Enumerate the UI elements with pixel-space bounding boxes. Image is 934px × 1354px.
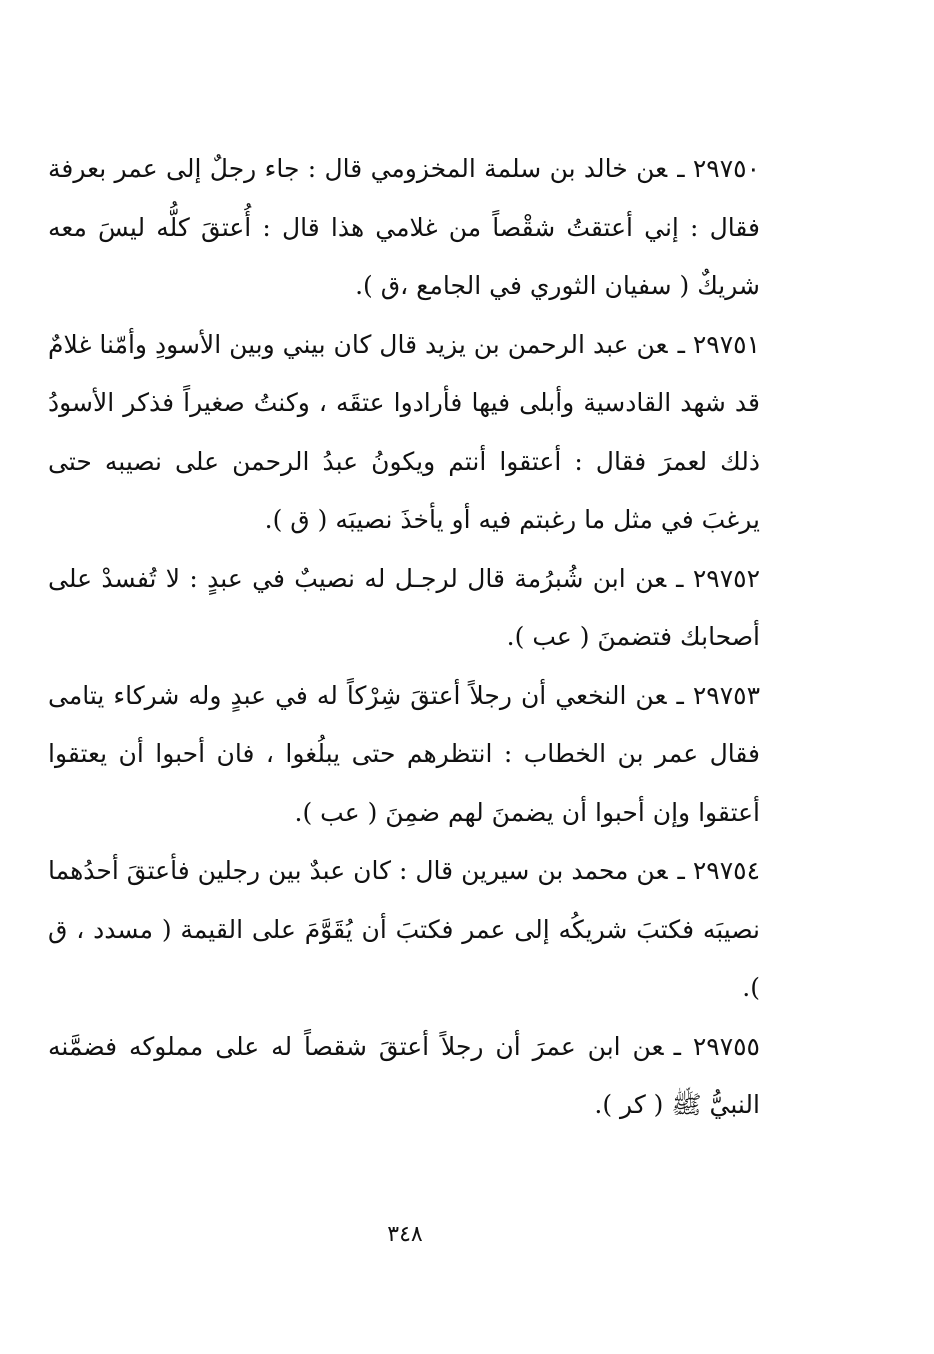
hadith-entry-29751 bbox=[48, 316, 760, 550]
entry-number: ٢٩٧٥٣ ـ bbox=[676, 680, 760, 710]
hadith-entry-29754 bbox=[48, 842, 760, 1018]
page-number: ٣٤٨ bbox=[387, 1222, 423, 1247]
entry-number: ٢٩٧٥٥ ـ bbox=[673, 1031, 760, 1061]
entry-text: عن خالد بن سلمة المخزومي قال : جاء رجلٌ إلى عمر بعرفة فقال : إني أعتقتُ شقْصاً من غلامي هذا قال : أُعتقَ كلُّه ليسَ معه شريكٌ ( سفيان الثوري في الجامع ،ق ). bbox=[48, 154, 760, 300]
entry-text: عن ابن عمرَ أن رجلاً أعتقَ شقصاً له على مملوكه فضمَّنه النبيُّ ﷺ ( كر ). bbox=[48, 1031, 760, 1119]
entry-text: عن عبد الرحمن بن يزيد قال كان بيني وبين الأسودِ وأمّنا غلامٌ قد شهد القادسية وأبلى فيها فأرادوا عتقَه ، وكنتُ صغيراً فذكر الأسودُ ذلك لعمرَ فقال : أعتقوا أنتم ويكونُ عبدُ الرحمن على نصيبه حتى يرغبَ في مثل ما رغبتم فيه أو يأخذَ نصيبَه ( ق ). bbox=[48, 329, 760, 534]
entry-number: ٢٩٧٥٠ ـ bbox=[677, 154, 760, 183]
entry-number: ٢٩٧٥١ ـ bbox=[677, 329, 760, 359]
entry-text: عن ابن شُبرُمة قال لرجـل له نصيبٌ في عبدٍ : لا تُفسدْ على أصحابك فتضمنَ ( عب ). bbox=[48, 563, 760, 651]
entry-text: عن النخعي أن رجلاً أعتقَ شِرْكاً له في عبدٍ وله شركاء يتامى فقال عمر بن الخطاب : انتظرهم حتى يبلُغوا ، فان أحبوا أن يعتقوا أعتقوا وإن أحبوا أن يضمنَ لهم ضمِنَ ( عب ). bbox=[48, 680, 760, 827]
hadith-entry-29752 bbox=[48, 550, 760, 667]
hadith-entry-29755 bbox=[48, 1018, 760, 1135]
entry-text: عن محمد بن سيرين قال : كان عبدٌ بين رجلين فأعتقَ أحدُهما نصيبَه فكتبَ شريكُه إلى عمر فكتبَ أن يُقَوَّمَ على القيمة ( مسدد ، ق ). bbox=[48, 856, 760, 1002]
entry-number: ٢٩٧٥٢ ـ bbox=[676, 563, 760, 593]
page-body bbox=[48, 140, 760, 1135]
entry-number: ٢٩٧٥٤ ـ bbox=[677, 856, 760, 885]
hadith-entry-29753 bbox=[48, 667, 760, 843]
hadith-entry-29750 bbox=[48, 140, 760, 316]
